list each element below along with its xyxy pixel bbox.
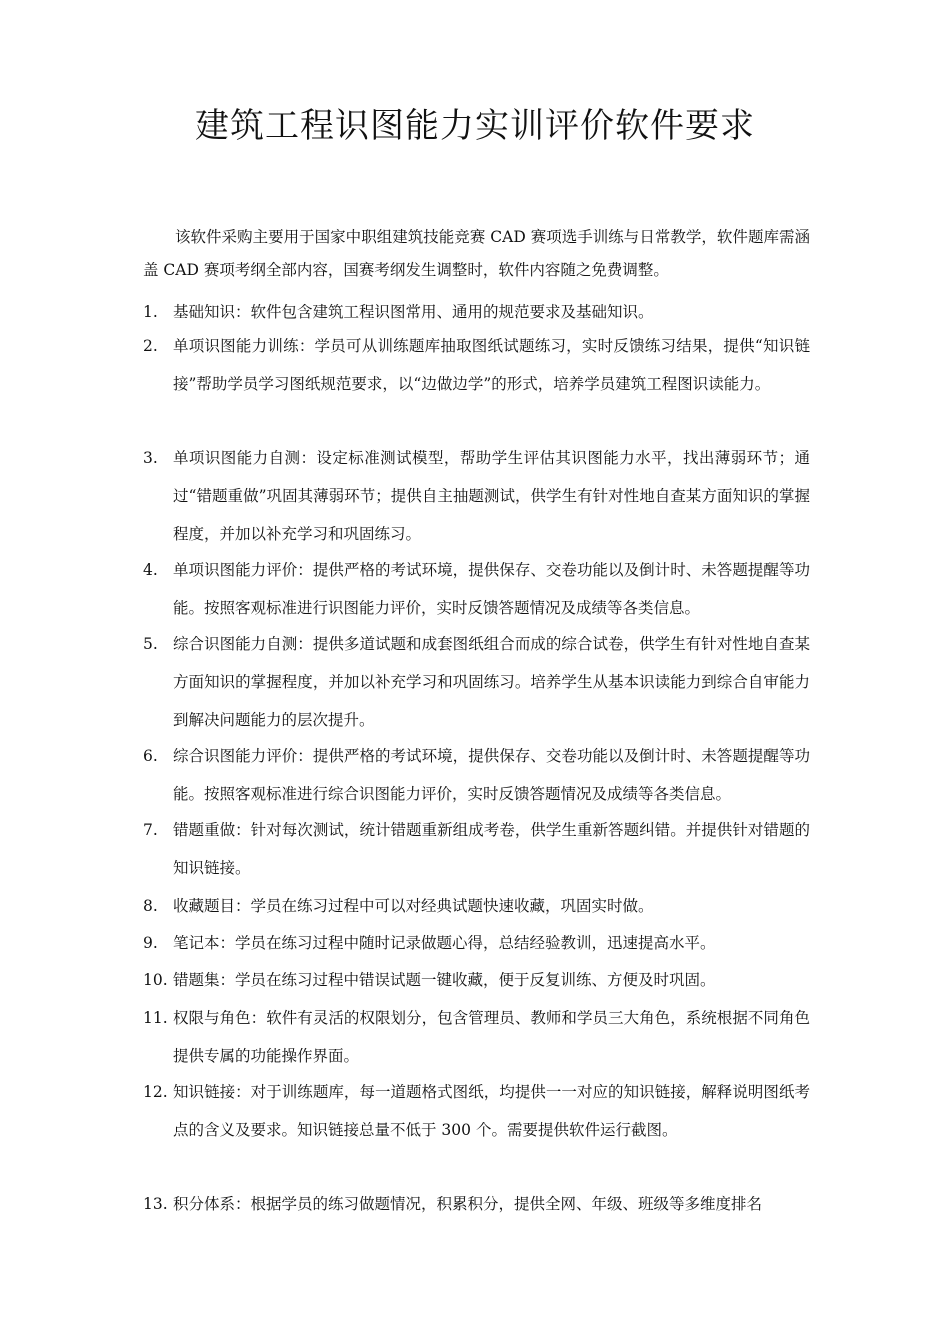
list-item [143, 439, 810, 553]
list-item [143, 924, 810, 962]
item-text: 综合识图能力自测：提供多道试题和成套图纸组合而成的综合试卷，供学生有针对性地自查某方面知识的掌握程度，并加以补充学习和巩固练习。培养学生从基本识读能力到综合自审能力到解决问题能力的层次提升。 [173, 635, 810, 729]
item-number: 1. [143, 303, 158, 321]
item-number: 13. [143, 1195, 168, 1213]
item-text: 权限与角色：软件有灵活的权限划分，包含管理员、教师和学员三大角色，系统根据不同角色提供专属的功能操作界面。 [173, 1009, 810, 1065]
list-item [143, 625, 810, 739]
item-number: 9. [143, 934, 158, 952]
item-text: 单项识图能力自测：设定标准测试模型，帮助学生评估其识图能力水平，找出薄弱环节；通过“错题重做”巩固其薄弱环节；提供自主抽题测试，供学生有针对性地自查某方面知识的掌握程度，并加以补充学习和巩固练习。 [173, 449, 810, 543]
item-number: 11. [143, 1009, 168, 1027]
list-item [143, 737, 810, 813]
list-item [143, 1185, 810, 1223]
item-text: 单项识图能力训练：学员可从训练题库抽取图纸试题练习，实时反馈练习结果，提供“知识链接”帮助学员学习图纸规范要求，以“边做边学”的形式，培养学员建筑工程图识读能力。 [173, 337, 810, 393]
item-number: 8. [143, 897, 158, 915]
item-text: 基础知识：软件包含建筑工程识图常用、通用的规范要求及基础知识。 [173, 303, 654, 321]
item-text: 错题集：学员在练习过程中错误试题一键收藏，便于反复训练、方便及时巩固。 [173, 971, 716, 989]
list-item [143, 961, 810, 999]
list-item [143, 999, 810, 1075]
item-number: 7. [143, 821, 158, 839]
item-number: 6. [143, 747, 158, 765]
list-item [143, 551, 810, 627]
document-title: 建筑工程识图能力实训评价软件要求 [195, 106, 755, 146]
list-item [143, 1073, 810, 1149]
item-number: 3. [143, 449, 158, 467]
intro-paragraph: 该软件采购主要用于国家中职组建筑技能竞赛 CAD 赛项选手训练与日常教学，软件题库需涵盖 CAD 赛项考纲全部内容，国赛考纲发生调整时，软件内容随之免费调整。 [143, 228, 810, 279]
item-text: 笔记本：学员在练习过程中随时记录做题心得，总结经验教训，迅速提高水平。 [173, 934, 716, 952]
item-number: 2. [143, 337, 158, 355]
list-item [143, 327, 810, 403]
item-number: 5. [143, 635, 158, 653]
list-item [143, 811, 810, 887]
item-number: 4. [143, 561, 158, 579]
item-text: 收藏题目：学员在练习过程中可以对经典试题快速收藏，巩固实时做。 [173, 897, 654, 915]
item-text: 单项识图能力评价：提供严格的考试环境，提供保存、交卷功能以及倒计时、未答题提醒等功能。按照客观标准进行识图能力评价，实时反馈答题情况及成绩等各类信息。 [173, 561, 810, 617]
item-text: 错题重做：针对每次测试，统计错题重新组成考卷，供学生重新答题纠错。并提供针对错题的知识链接。 [173, 821, 810, 877]
list-item [143, 293, 810, 331]
item-number: 10. [143, 971, 168, 989]
item-text: 积分体系：根据学员的练习做题情况，积累积分，提供全网、年级、班级等多维度排名 [173, 1195, 763, 1213]
item-text: 综合识图能力评价：提供严格的考试环境，提供保存、交卷功能以及倒计时、未答题提醒等功能。按照客观标准进行综合识图能力评价，实时反馈答题情况及成绩等各类信息。 [173, 747, 810, 803]
list-item [143, 887, 810, 925]
item-text: 知识链接：对于训练题库，每一道题格式图纸，均提供一一对应的知识链接，解释说明图纸考点的含义及要求。知识链接总量不低于 300 个。需要提供软件运行截图。 [173, 1083, 810, 1139]
item-number: 12. [143, 1083, 168, 1101]
